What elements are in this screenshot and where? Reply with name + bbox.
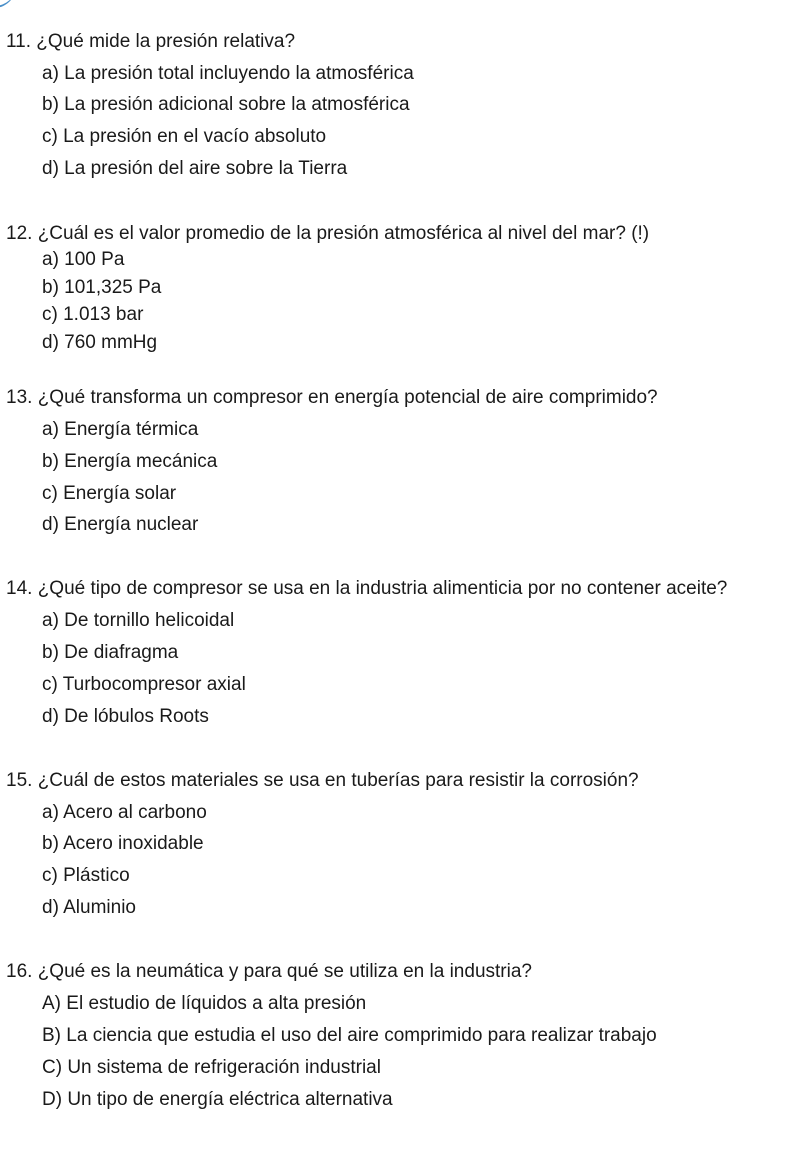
option-d: d) Aluminio — [42, 897, 136, 918]
option-a: a) Energía térmica — [42, 419, 199, 440]
question-text: 12. ¿Cuál es el valor promedio de la presión atmosférica al nivel del mar? (!) — [6, 223, 650, 244]
option-c: c) 1.013 bar — [42, 304, 144, 325]
option-d: d) Energía nuclear — [42, 514, 199, 535]
option-b: b) De diafragma — [42, 642, 179, 663]
option-d: D) Un tipo de energía eléctrica alternativa — [42, 1089, 393, 1110]
option-a: a) De tornillo helicoidal — [42, 610, 235, 631]
option-b: b) 101,325 Pa — [42, 277, 162, 298]
question-text: 13. ¿Qué transforma un compresor en energía potencial de aire comprimido? — [6, 387, 658, 408]
corner-decoration — [0, 0, 16, 8]
option-a: A) El estudio de líquidos a alta presión — [42, 993, 367, 1014]
option-a: a) Acero al carbono — [42, 802, 207, 823]
option-d: d) La presión del aire sobre la Tierra — [42, 158, 348, 179]
option-d: d) De lóbulos Roots — [42, 706, 209, 727]
option-a: a) 100 Pa — [42, 249, 125, 270]
option-c: c) Turbocompresor axial — [42, 674, 246, 695]
option-c: C) Un sistema de refrigeración industrial — [42, 1057, 381, 1078]
question-text: 15. ¿Cuál de estos materiales se usa en tuberías para resistir la corrosión? — [6, 770, 639, 791]
question-text: 16. ¿Qué es la neumática y para qué se utiliza en la industria? — [6, 961, 532, 982]
option-a: a) La presión total incluyendo la atmosférica — [42, 63, 414, 84]
option-b: b) Acero inoxidable — [42, 833, 204, 854]
question-text: 11. ¿Qué mide la presión relativa? — [6, 31, 296, 52]
option-b: B) La ciencia que estudia el uso del aire comprimido para realizar trabajo — [42, 1025, 657, 1046]
option-b: b) Energía mecánica — [42, 451, 218, 472]
option-c: c) Plástico — [42, 865, 130, 886]
question-text: 14. ¿Qué tipo de compresor se usa en la industria alimenticia por no contener aceite? — [6, 578, 728, 599]
option-c: c) La presión en el vacío absoluto — [42, 126, 327, 147]
option-c: c) Energía solar — [42, 483, 177, 504]
option-b: b) La presión adicional sobre la atmosférica — [42, 94, 410, 115]
option-d: d) 760 mmHg — [42, 332, 158, 353]
